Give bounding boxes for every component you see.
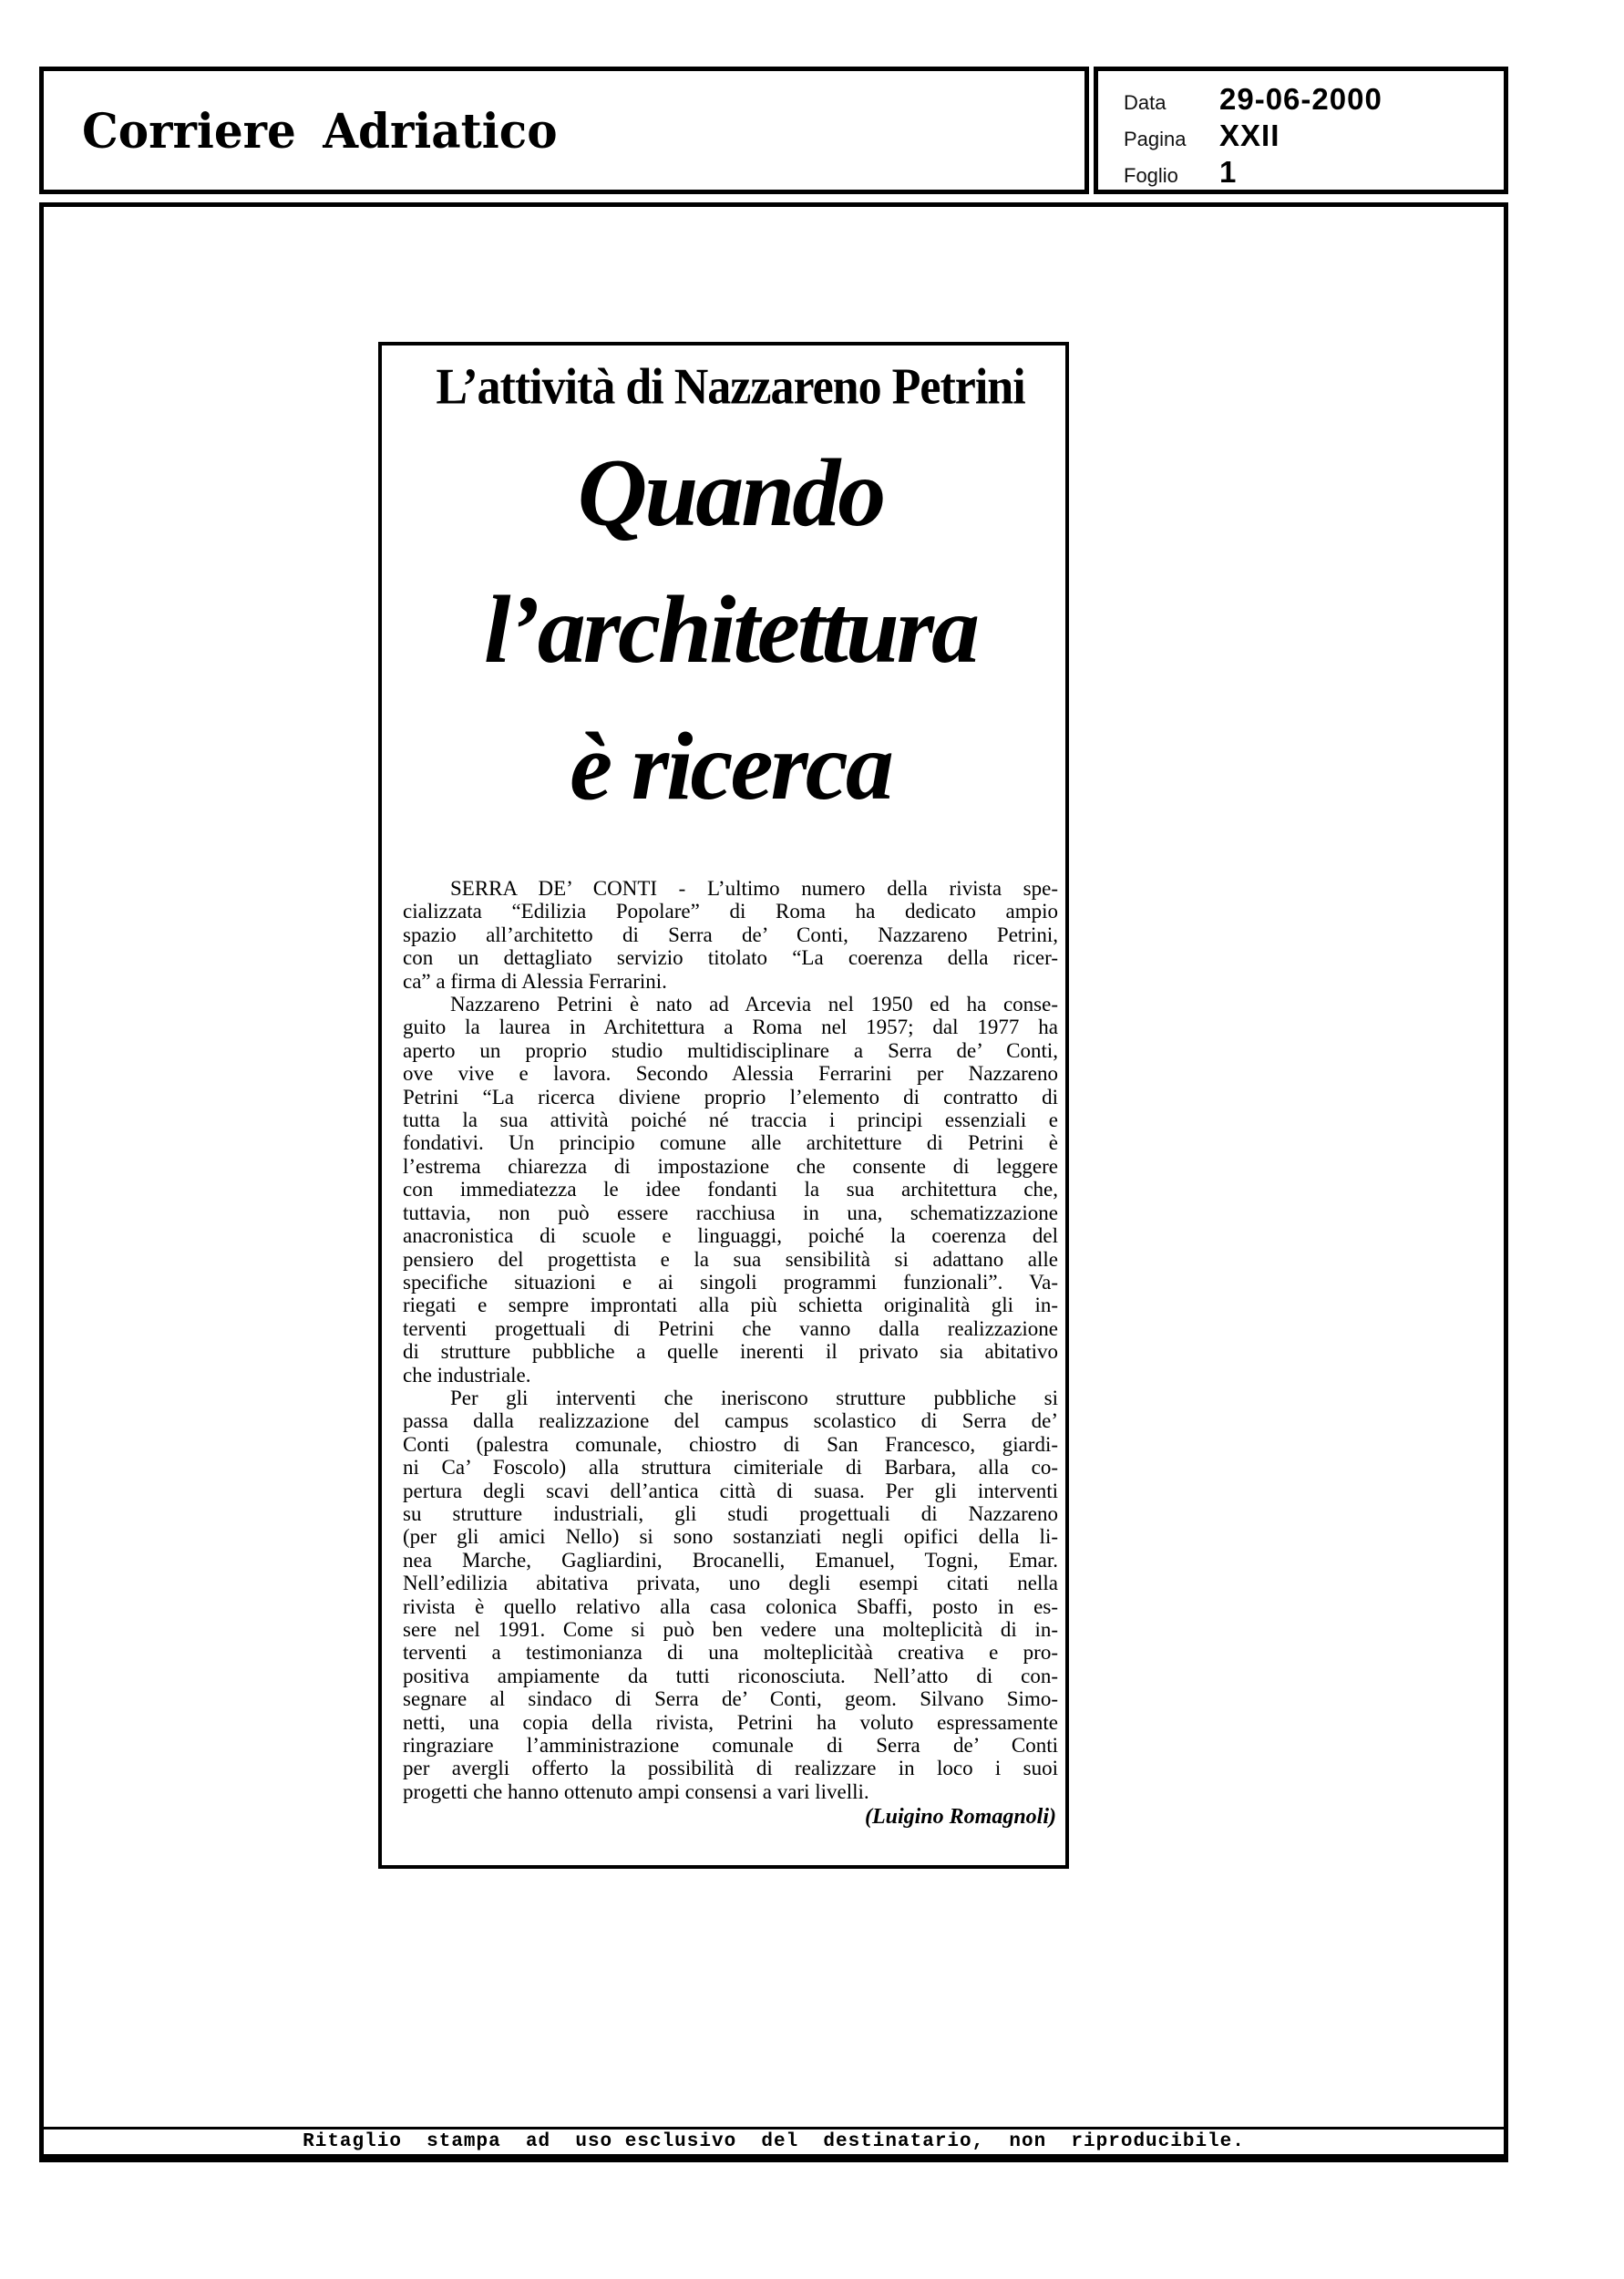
article-body-line: segnare al sindaco di Serra de’ Conti, geom. Silvano Simo- [403,1687,1058,1711]
article-clipping [378,342,1069,1869]
meta-value-page: XXII [1219,119,1280,152]
article-body-line: ca” a firma di Alessia Ferrarini. [403,969,667,993]
article-body-line: terventi a testimonianza di una molteplicitàà creativa e pro- [403,1641,1058,1665]
clipping-content-box [39,202,1508,2162]
meta-row-page [1124,119,1504,155]
article-body-line: pertura degli scavi dell’antica città di suasa. Per gli interventi [403,1479,1058,1502]
headline-line-2: l’architettura [483,576,978,683]
article-body-line: spazio all’architetto di Serra de’ Conti, Nazzareno Petrini, [403,923,1058,946]
article-body-line: tutta la sua attività poiché né traccia i principi essenziali e [403,1109,1058,1132]
article-body-line: aperto un proprio studio multidisciplinare a Serra de’ Conti, [403,1038,1058,1062]
article-body-line: Nazzareno Petrini è nato ad Arcevia nel 1950 ed ha conse- [450,993,1058,1016]
article-body-line: specifiche situazioni e ai singoli programmi funzionali”. Va- [403,1270,1058,1294]
meta-row-sheet [1124,155,1504,191]
article-body-line: positiva ampiamente da tutti riconosciuta. Nell’atto di con- [403,1664,1058,1687]
article-body-line: anacronistica di scuole e linguaggi, poiché la coerenza del [403,1224,1058,1248]
article-body-line: terventi progettuali di Petrini che vanno dalla realizzazione [403,1316,1058,1340]
article-body-line: netti, una copia della rivista, Petrini ha voluto espressamente [403,1710,1058,1734]
article-body-line: cializzata “Edilizia Popolare” di Roma ha dedicato ampio [403,900,1058,923]
article-body-line: ringraziare l’amministrazione comunale di Serra de’ Conti [403,1734,1058,1758]
article-headline [403,425,1058,835]
article-body-line: fondativi. Un principio comune alle architetture di Petrini è [403,1131,1058,1155]
meta-label-data: Data [1124,91,1167,114]
article-body-line: passa dalla realizzazione del campus scolastico di Serra de’ [403,1409,1058,1433]
article-byline: (Luigino Romagnoli) [864,1805,1056,1830]
article-body-line: tuttavia, non può essere racchiusa in una, schematizzazione [403,1201,1058,1224]
article-body-line: guito la laurea in Architettura a Roma nel 1957; dal 1977 ha [403,1016,1058,1039]
article-body-line: Nell’edilizia abitativa privata, uno degli esempi citati nella [403,1572,1058,1595]
meta-label-pagina: Pagina [1124,128,1187,150]
article-body-line: pensiero del progettista e la sua sensibilità si adattano alle [403,1247,1058,1271]
newspaper-title: Corriere Adriatico [82,102,558,159]
meta-value-sheet: 1 [1219,155,1238,189]
footer-strip [44,2127,1504,2154]
article-body-line: progetti che hanno ottenuto ampi consensi a vari livelli. [403,1779,869,1803]
masthead-box [39,67,1089,194]
article-body-line: ni Ca’ Foscolo) alla struttura cimiteriale di Barbara, alla co- [403,1456,1058,1480]
article-body-line: con immediatezza le idee fondanti la sua architettura che, [403,1178,1058,1201]
headline-line-1: Quando [577,439,884,546]
article-body-line: nea Marche, Gagliardini, Brocanelli, Emanuel, Togni, Emar. [403,1548,1058,1572]
article-body-line: Petrini “La ricerca diviene proprio l’elemento di contratto di [403,1085,1058,1109]
article-body-line: di strutture pubbliche a quelle inerenti il privato sia abitativo [403,1340,1058,1364]
article-kicker: L’attività di Nazzareno Petrini [436,359,1025,416]
article-body-line: Conti (palestra comunale, chiostro di San Francesco, giardi- [403,1432,1058,1456]
article-body-line: l’estrema chiarezza di impostazione che consente di leggere [403,1154,1058,1178]
article-body-line: Per gli interventi che ineriscono strutture pubbliche si [450,1386,1058,1409]
reproduction-notice: Ritaglio stampa ad uso esclusivo del destinatario, non riproducibile. [303,2131,1245,2152]
article-body-line: riegati e sempre improntati alla più schietta originalità gli in- [403,1294,1058,1317]
article-body-line: (per gli amici Nello) si sono sostanziati negli opifici della li- [403,1525,1058,1549]
article-body-line: sere nel 1991. Come si può ben vedere una molteplicità di in- [403,1618,1058,1641]
article-body-line: per avergli offerto la possibilità di realizzare in loco i suoi [403,1757,1058,1780]
article-body-line: ove vive e lavora. Secondo Alessia Ferrarini per Nazzareno [403,1062,1058,1086]
meta-row-date [1124,82,1504,119]
article-body-line: che industriale. [403,1363,531,1387]
clipping-meta-box [1094,67,1508,194]
article-body-line: rivista è quello relativo alla casa colonica Sbaffi, posto in es- [403,1594,1058,1618]
meta-label-foglio: Foglio [1124,164,1178,187]
meta-value-date: 29-06-2000 [1219,82,1382,116]
article-body-line: su strutture industriali, gli studi progettuali di Nazzareno [403,1501,1058,1525]
article-body-line: con un dettagliato servizio titolato “La coerenza della ricer- [403,946,1058,970]
headline-line-3: è ricerca [570,713,891,820]
article-body-line: SERRA DE’ CONTI - L’ultimo numero della rivista spe- [450,877,1058,900]
article-body [403,877,1058,1803]
